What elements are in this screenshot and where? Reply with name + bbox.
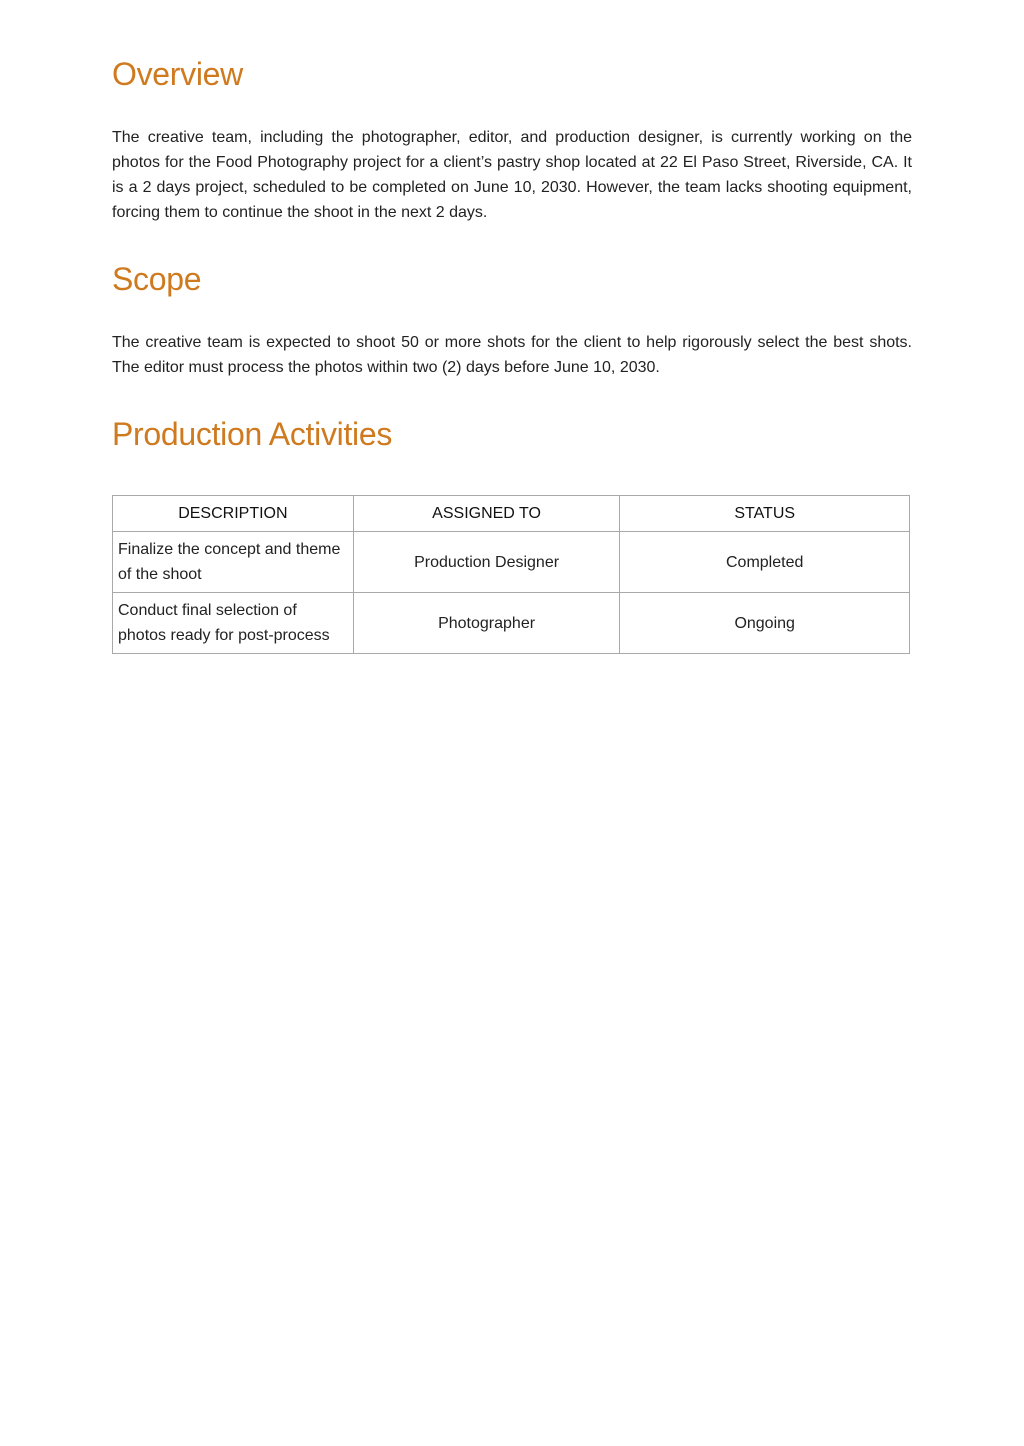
assigned-to-cell: Production Designer	[353, 532, 620, 593]
production-activities-heading: Production Activities	[112, 416, 393, 452]
production-activities-table	[112, 495, 910, 654]
table-row	[113, 532, 910, 593]
column-header-status: STATUS	[620, 496, 910, 532]
overview-paragraph: The creative team, including the photographer, editor, and production designer, is currently working on the photos for the Food Photography project for a client’s pastry shop located at 22 El Paso Street, Riverside, CA. It is a 2 days project, scheduled to be completed on June 10, 2030. However, the team lacks shooting equipment, forcing them to continue the shoot in the next 2 days.	[112, 129, 912, 221]
overview-heading: Overview	[112, 56, 243, 92]
description-cell: Conduct final selection of photos ready for post-process	[113, 593, 354, 654]
status-cell: Ongoing	[620, 593, 910, 654]
table-header-row	[113, 496, 910, 532]
scope-paragraph: The creative team is expected to shoot 50 or more shots for the client to help rigorously select the best shots. The editor must process the photos within two (2) days before June 10, 2030.	[112, 334, 912, 376]
description-cell: Finalize the concept and theme of the shoot	[113, 532, 354, 593]
table-row	[113, 593, 910, 654]
status-cell: Completed	[620, 532, 910, 593]
column-header-assigned-to: ASSIGNED TO	[353, 496, 620, 532]
column-header-description: DESCRIPTION	[113, 496, 354, 532]
scope-heading: Scope	[112, 261, 202, 297]
assigned-to-cell: Photographer	[353, 593, 620, 654]
